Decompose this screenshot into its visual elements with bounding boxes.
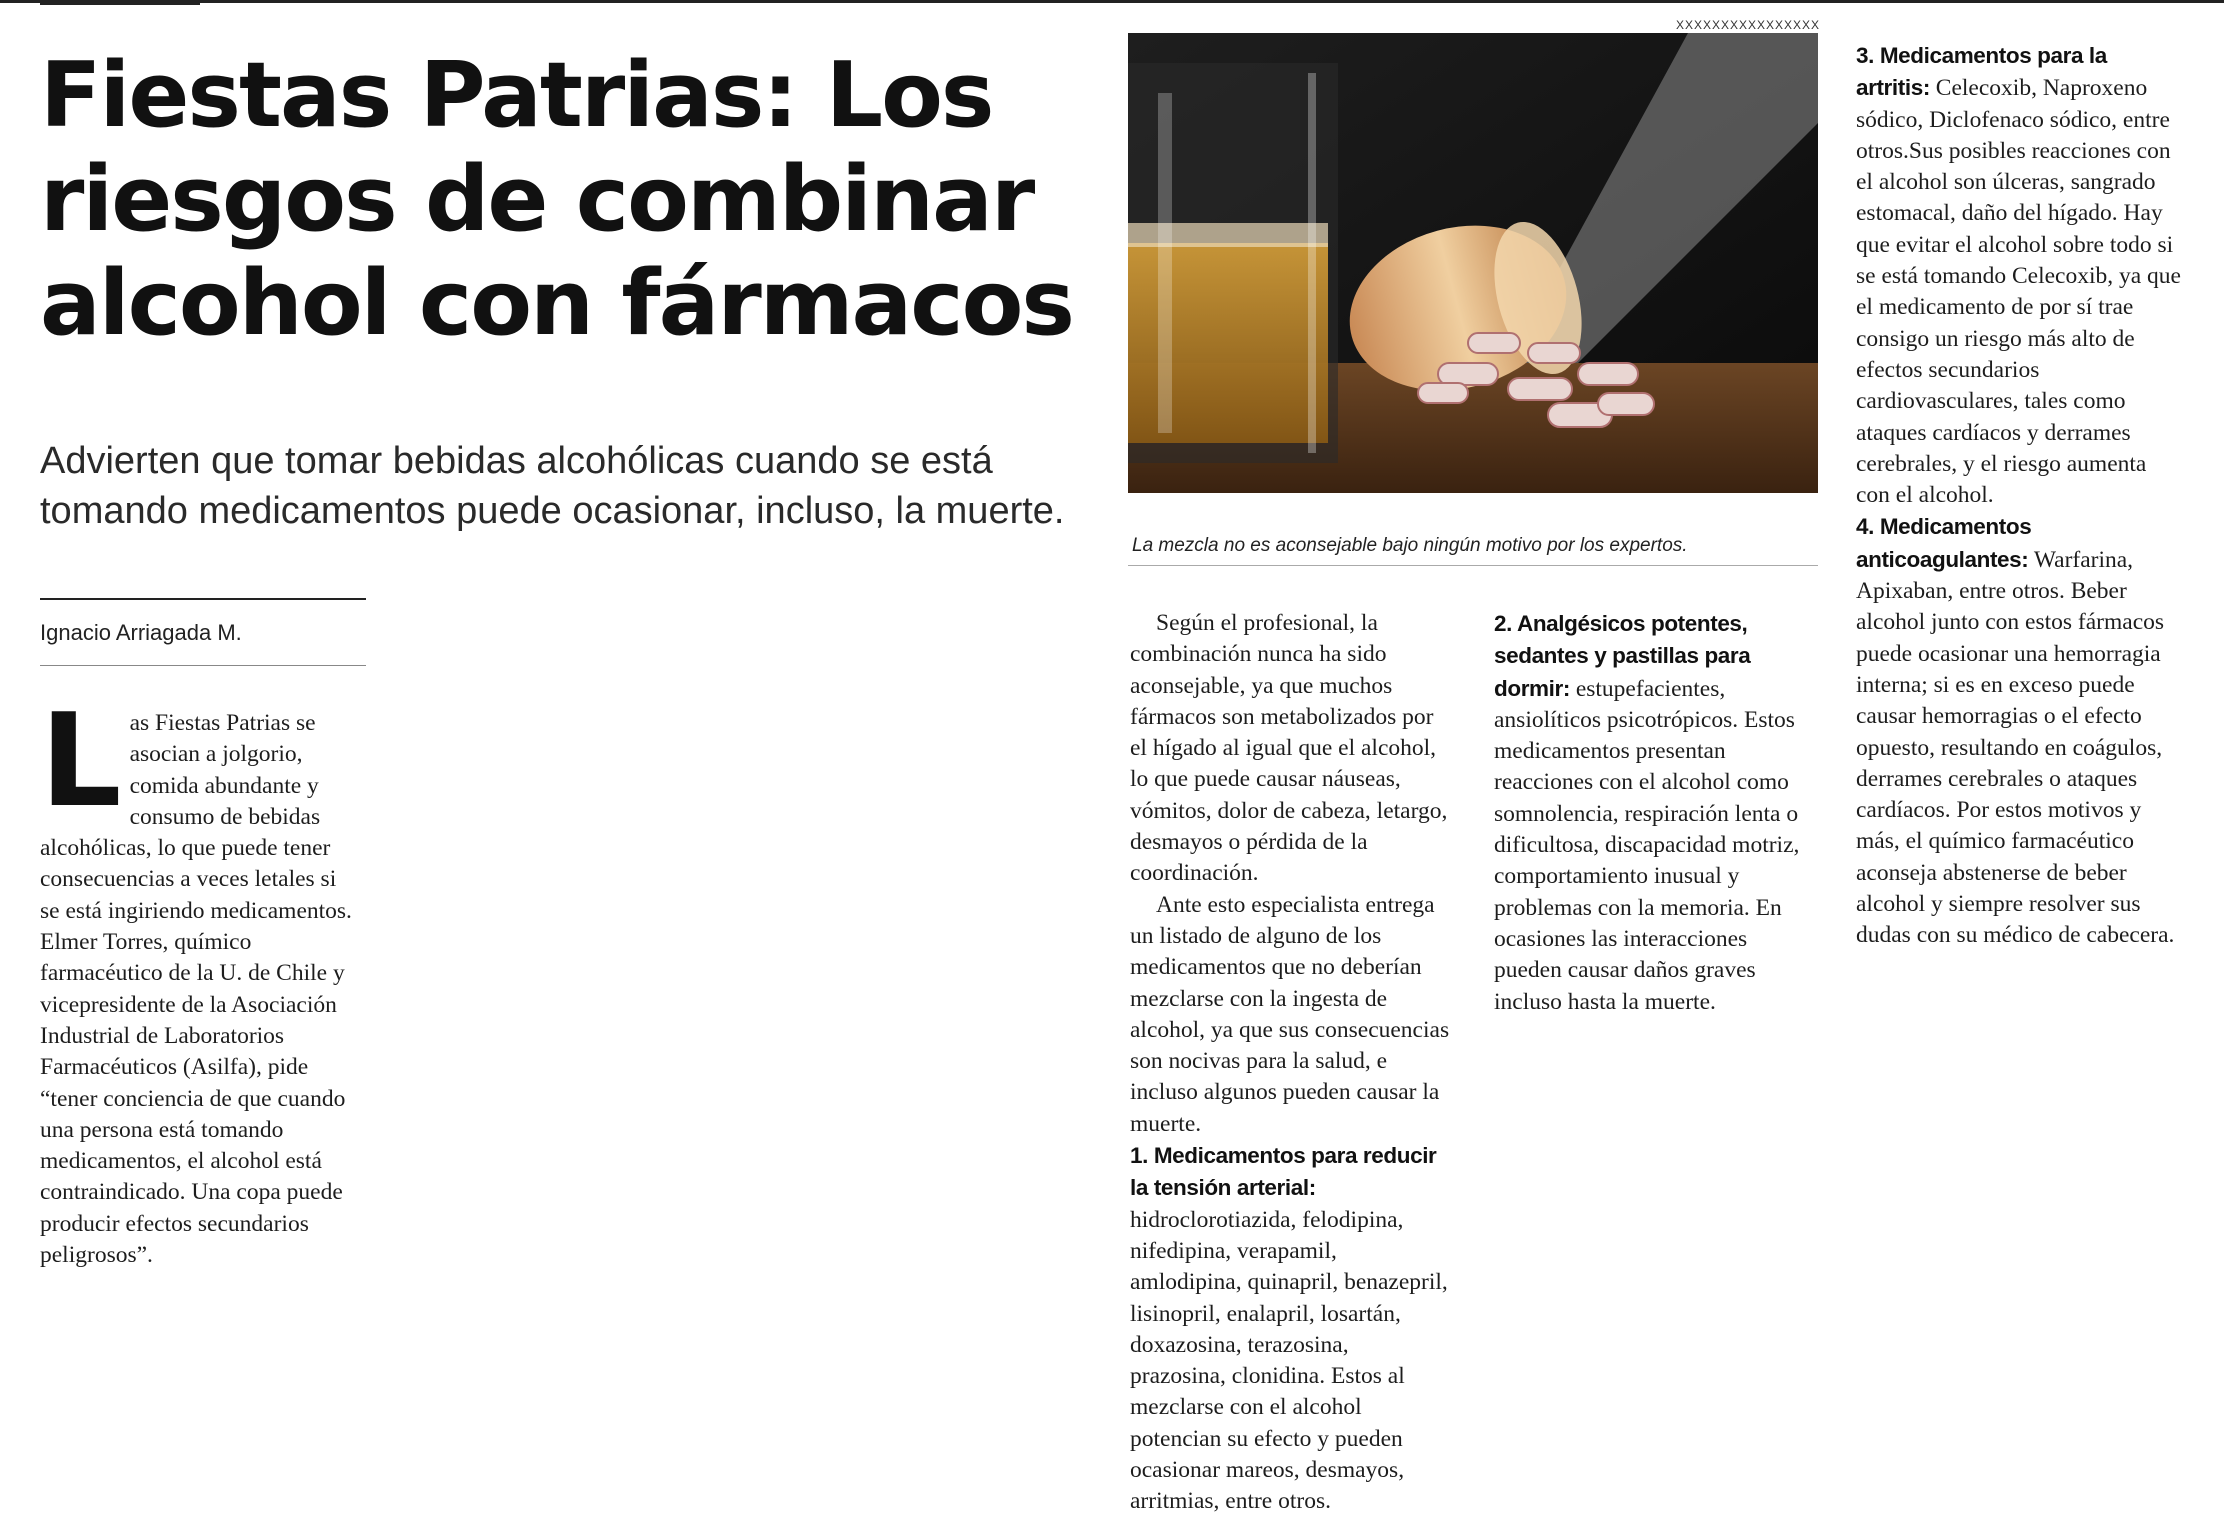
byline: Ignacio Arriagada M.: [40, 620, 242, 645]
top-rule: [0, 0, 2224, 3]
headline: Fiestas Patrias: Los riesgos de combinar alcohol con fármacos: [40, 43, 1073, 356]
paragraph-1: [40, 687, 360, 1271]
section-2: [1494, 608, 1814, 1018]
drop-cap: L: [40, 687, 122, 836]
section-4-heading: 4. Medicamentos anticoagulantes:: [1856, 514, 2032, 572]
section-4-text: Warfarina, Apixaban, entre otros. Beber alcohol junto con estos fármacos puede ocasionar una hemorragia interna; si es en exceso puede causar hemorragias o el efecto opuesto, resultando en coágulos, derrames cerebrales o ataques cardíacos. Por estos motivos y más, el químico farmacéutico aconseja abstenerse de beber alcohol y siempre resolver sus dudas con su médico de cabecera.: [1856, 546, 2175, 949]
section-3-heading: 3. Medicamentos para la artritis:: [1856, 43, 2107, 101]
section-3: [1856, 40, 2186, 511]
whisky-glass: [1128, 63, 1338, 463]
article-photo: [1128, 33, 1818, 493]
paragraph-3-text: Ante esto especialista entrega un listado de alguno de los medicamentos que no deberían mezclarse con la ingesta de alcohol, ya que sus consecuencias son nocivas para la salud, e incluso algunos pueden causar la muerte.: [1130, 891, 1450, 1137]
article-column-1: [40, 687, 360, 1271]
subheadline: Advierten que tomar bebidas alcohólicas cuando se está tomando medicamentos puede ocasionar, incluso, la muerte.: [40, 440, 1065, 532]
paragraph-3: [1130, 890, 1450, 1140]
byline-rule-top: [40, 598, 366, 600]
section-1-heading: 1. Medicamentos para reducir la tensión arterial:: [1130, 1143, 1437, 1201]
section-2-heading: 2. Analgésicos potentes, sedantes y pastillas para dormir:: [1494, 611, 1751, 701]
section-3-text: Celecoxib, Naproxeno sódico, Diclofenaco sódico, entre otros.Sus posibles reacciones con el alcohol son úlceras, sangrado estomacal, daño del hígado. Hay que evitar el alcohol sobre todo si se está tomando Celecoxib, ya que el medicamento de por sí trae consigo un riesgo más alto de efectos secundarios cardiovasculares, tales como ataques cardíacos y derrames cerebrales, y el riesgo aumenta con el alcohol.: [1856, 75, 2181, 509]
photo-caption: La mezcla no es aconsejable bajo ningún motivo por los expertos.: [1132, 535, 1688, 556]
section-1-text: hidroclorotiazida, felodipina, nifedipina, verapamil, amlodipina, quinapril, benazepril, lisinopril, enalapril, losartán, doxazosina, terazosina, prazosina, clonidina. Estos al mezclarse con el alcohol potencian su efecto y pueden ocasionar mareos, desmayos, arritmias, entre otros.: [1130, 1206, 1448, 1515]
section-4: [1856, 511, 2186, 951]
paragraph-2: [1130, 608, 1450, 890]
caption-rule: [1128, 565, 1818, 566]
section-1: [1130, 1140, 1450, 1518]
section-2-text: estupefacientes, ansiolíticos psicotrópicos. Estos medicamentos presentan reacciones con el alcohol como somnolencia, respiración lenta o dificultosa, discapacidad motriz, comportamiento inusual y problemas con la memoria. En ocasiones las interacciones pueden causar daños graves incluso hasta la muerte.: [1494, 675, 1800, 1015]
article-column-5: [1494, 608, 1814, 1018]
paragraph-1-text: as Fiestas Patrias se asocian a jolgorio, comida abundante y consumo de bebidas alcohólicas, lo que puede tener consecuencias a veces letales si se está ingiriendo medicamentos. Elmer Torres, químico farmacéutico de la U. de Chile y vicepresidente de la Asociación Industrial de Laboratorios Farmacéuticos (Asilfa), pide “tener conciencia de que cuando una persona está tomando medicamentos, el alcohol está contraindicado. Una copa puede producir efectos secundarios peligrosos”.: [40, 710, 352, 1269]
paragraph-2-text: Según el profesional, la combinación nunca ha sido aconsejable, ya que muchos fármacos son metabolizados por el hígado al igual que el alcohol, lo que puede causar náuseas, vómitos, dolor de cabeza, letargo, desmayos o pérdida de la coordinación.: [1130, 610, 1448, 887]
article-column-4: [1130, 608, 1450, 1518]
photo-credit: XXXXXXXXXXXXXXXX: [1675, 18, 1820, 32]
byline-rule-bottom: [40, 665, 366, 666]
section-tab-rule: [40, 0, 200, 5]
article-column-6: [1856, 40, 2186, 952]
